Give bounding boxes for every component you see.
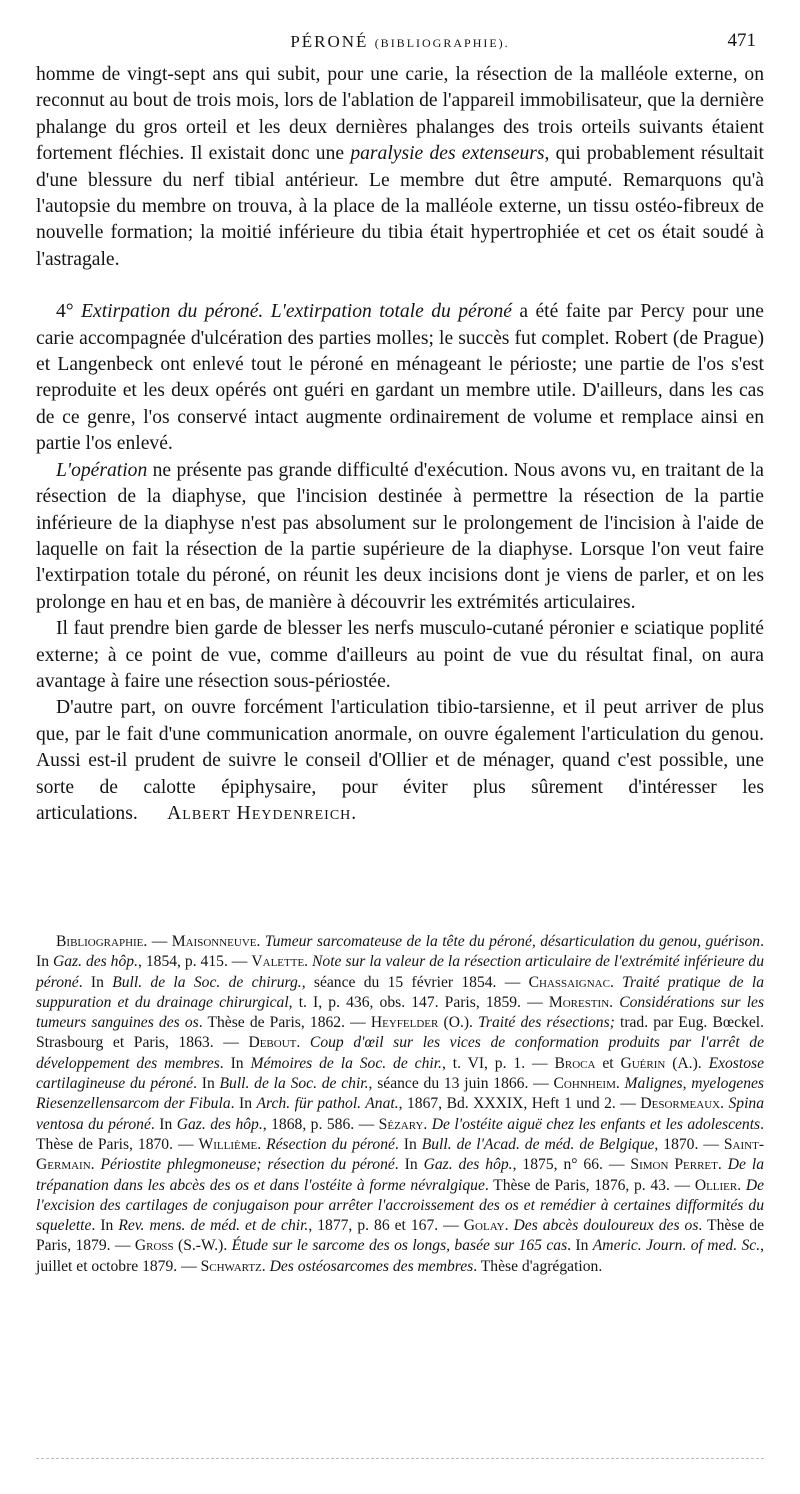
biblio-title: Spina ventosa du péroné xyxy=(36,1095,765,1133)
biblio-text: . In xyxy=(91,1217,119,1235)
biblio-title: Gaz. des hôp. xyxy=(423,1156,513,1174)
biblio-text: , juillet et octobre 1879. — xyxy=(36,1237,765,1275)
running-title-main: PÉRONÉ xyxy=(290,32,369,51)
biblio-text: . xyxy=(609,993,620,1011)
biblio-author: Morestin xyxy=(548,993,610,1011)
biblio-text: , 1868, p. 586. — xyxy=(262,1115,379,1133)
biblio-title: De l'excision des cartilages de conjugaison pour arrêter l'accroissement des os et remédier à certaines difformités du squelette xyxy=(36,1176,764,1235)
biblio-text: . xyxy=(304,953,313,971)
biblio-text: (A.). xyxy=(665,1054,709,1072)
biblio-text: . Thèse de Paris, 1879. — xyxy=(36,1217,765,1255)
biblio-author: Cohnheim xyxy=(553,1075,616,1093)
bibliography-paragraph xyxy=(36,932,764,1277)
biblio-title: Périostite phlegmoneuse; résection du péroné xyxy=(100,1156,395,1174)
biblio-text: . xyxy=(257,1135,267,1153)
biblio-text: . xyxy=(609,973,623,991)
biblio-text: , séance du 15 février 1854. — xyxy=(301,973,529,991)
biblio-text: , 1875, n° 66. — xyxy=(512,1156,631,1174)
biblio-text: , 1854, p. 415. — xyxy=(137,953,252,971)
biblio-text: . xyxy=(90,1156,101,1174)
biblio-author: Ollier xyxy=(694,1176,738,1194)
biblio-text: . In xyxy=(567,1237,593,1255)
biblio-author: Gross xyxy=(134,1237,174,1255)
biblio-title: Bull. de la Soc. de chir. xyxy=(219,1075,369,1093)
biblio-title: Coup d'œil sur les vices de conformation produits par l'arrêt de développement des membres xyxy=(36,1034,764,1072)
biblio-author: Guérin xyxy=(620,1054,666,1072)
biblio-author: Willième xyxy=(198,1135,258,1153)
biblio-text: . xyxy=(423,1115,432,1133)
running-title xyxy=(36,32,764,52)
biblio-text: (O.). xyxy=(438,1014,479,1032)
biblio-text: , 1877, p. 86 et 167. — xyxy=(308,1217,464,1235)
body-text xyxy=(36,62,764,827)
biblio-title: Considérations sur les tumeurs sanguines des os xyxy=(36,993,765,1032)
section-number: 4° xyxy=(56,301,82,323)
biblio-text: trad. par Eug. Bœckel. Strasbourg et Paris, 1863. — xyxy=(36,1014,764,1052)
biblio-text: . xyxy=(737,1176,746,1194)
biblio-title: Tumeur sarcomateuse de la tête du péroné, désarticulation du genou, guérison xyxy=(264,933,761,950)
biblio-author: Debout xyxy=(248,1034,297,1052)
biblio-text: , t. I, p. 436, obs. 147. Paris, 1859. — xyxy=(288,993,549,1011)
paragraph-1: homme de vingt-sept ans qui subit, pour une carie, la résection de la malléole externe, on reconnut au bout de trois mois, lors de l'ablation de l'appareil immobilisateur, que la dernière phalange du gros orteil et les deux dernières phalanges des trois orteils suivants étaient fortement fléchies. Il existait donc une paralysie des extenseurs, qui probablement résultait d'une blessure du nerf tibial antérieur. Le membre dut être amputé. Remarquons qu'à l'autopsie du membre on trouva, à la place de la malléole externe, un tissu ostéo-fibreux de nouvelle formation; la moitié inférieure du tibia était hypertrophiée et cet os était soudé à l'astragale. xyxy=(36,64,764,270)
biblio-text: . In xyxy=(394,1135,422,1153)
biblio-author: Golay xyxy=(463,1217,505,1235)
biblio-title: Mémoires de la Soc. de chir. xyxy=(250,1054,442,1072)
biblio-text: , séance du 13 juin 1866. — xyxy=(368,1075,554,1093)
biblio-text: . xyxy=(717,1156,728,1174)
biblio-title: Étude sur le sarcome des os longs, basée sur 165 cas xyxy=(231,1237,568,1255)
biblio-author: Maisonneuve xyxy=(171,933,257,950)
biblio-text: . Thèse d'agrégation. xyxy=(473,1257,603,1275)
biblio-text: , 1870. — xyxy=(654,1135,724,1153)
biblio-title: Des abcès douloureux des os xyxy=(513,1217,699,1235)
biblio-text: (S.-W.). xyxy=(173,1237,232,1255)
biblio-author: Broca xyxy=(554,1054,596,1072)
biblio-author: Desormeaux xyxy=(640,1095,721,1113)
biblio-text: . In xyxy=(150,1115,177,1133)
biblio-title: Rev. mens. de méd. et de chir. xyxy=(118,1217,309,1235)
biblio-text: . xyxy=(256,933,265,950)
biblio-title: Gaz. des hôp. xyxy=(176,1115,263,1133)
biblio-author: Schwartz xyxy=(200,1257,262,1275)
footer-rule xyxy=(36,1458,764,1460)
biblio-title: Note sur la valeur de la résection articulaire de l'extrémité inférieure du péroné xyxy=(36,953,764,991)
biblio-text: . In xyxy=(394,1156,424,1174)
biblio-title: Malignes, myelogenes Riesenzellensarcom der Fibula xyxy=(36,1075,764,1113)
biblio-title: De la trépanation dans les abcès des os et dans l'ostéite à forme névralgique xyxy=(36,1156,764,1194)
biblio-text: . In xyxy=(193,1075,220,1093)
biblio-title: Traité des résections; xyxy=(478,1014,615,1032)
section-heading: Extirpation du péroné. xyxy=(81,301,264,323)
biblio-text: , 1867, Bd. XXXIX, Heft 1 und 2. — xyxy=(398,1095,641,1113)
paragraph-articulation: D'autre part, on ouvre forcément l'articulation tibio-tarsienne, et il peut arriver de plus que, par le fait d'une communication anormale, on ouvre également l'articulation du genou. Aussi est-il prudent de suivre le conseil d'Ollier et de ménager, quand c'est possible, une sorte de calotte épiphysaire, pour éviter plus sûrement d'intéresser les articulations. Albert Heydenreich. xyxy=(36,697,764,824)
biblio-text: — xyxy=(147,933,172,950)
biblio-text: . Thèse de Paris, 1862. — xyxy=(198,1014,371,1032)
paragraph-operation: L'opération ne présente pas grande difficulté d'exécution. Nous avons vu, en traitant de la résection de la diaphyse, que l'incision destinée à permettre la résection de la partie inférieure de la diaphyse n'est pas absolument sur le prolongement de l'incision à l'aide de laquelle on fait la résection de la partie supérieure de la diaphyse. Lorsque l'on veut faire l'extirpation totale du péroné, on réunit les deux incisions dont je viens de parler, et on les prolonge en hau et en bas, de manière à découvrir les extrémités articulaires. xyxy=(36,459,764,613)
biblio-text: . In xyxy=(36,933,765,971)
biblio-title: Bull. de l'Acad. de méd. de Belgique xyxy=(421,1135,655,1153)
biblio-title: Exostose cartilagineuse du péroné xyxy=(36,1054,764,1093)
biblio-author: Heyfelder xyxy=(370,1014,439,1032)
bibliography xyxy=(36,932,764,1277)
page-number: 471 xyxy=(727,30,756,51)
biblio-title: De l'ostéite aiguë chez les enfants et les adolescents xyxy=(431,1115,761,1133)
biblio-title: Résection du péroné xyxy=(266,1135,395,1153)
biblio-text: . xyxy=(296,1034,310,1052)
biblio-title: Gaz. des hôp. xyxy=(52,953,138,971)
paragraph-nerves: Il faut prendre bien garde de blesser les nerfs musculo-cutané péronier e sciatique poplité externe; à ce point de vue, comme d'ailleurs au point de vue du résultat final, on aura avantage à faire une résection sous-périostée. xyxy=(36,618,764,692)
biblio-title: Arch. für pathol. Anat. xyxy=(256,1095,399,1113)
biblio-text: . xyxy=(504,1217,514,1235)
paragraph-extirpation: 4° Extirpation du péroné. L'extirpation totale du péroné a été faite par Percy pour une carie accompagnée d'ulcération des parties molles; le succès fut complet. Robert (de Prague) et Langenbeck ont enlevé tout le péroné en ménageant le périoste; une partie de l'os s'est reproduite et les deux opérés ont guéri en gardant un membre utile. D'ailleurs, dans les cas de ce genre, l'os conservé intact augmente ordinairement de volume et remplace ainsi en partie l'os enlevé. xyxy=(36,301,764,455)
biblio-title: Traité pratique de la suppuration et du drainage chirurgical xyxy=(36,973,765,1011)
biblio-title: Americ. Journ. of med. Sc. xyxy=(592,1237,761,1255)
biblio-title: Bull. de la Soc. de chirurg. xyxy=(112,973,302,991)
biblio-text: . xyxy=(615,1075,625,1093)
biblio-text: . Thèse de Paris, 1870. — xyxy=(36,1115,765,1153)
biblio-text: . In xyxy=(219,1054,251,1072)
biblio-author: Chassaignac xyxy=(528,973,610,991)
biblio-author: Saint-Germain xyxy=(36,1135,765,1174)
biblio-text: et xyxy=(595,1054,621,1072)
biblio-title: Des ostéosarcomes des membres xyxy=(269,1257,474,1275)
biblio-text: . Thèse de Paris, 1876, p. 43. — xyxy=(484,1176,695,1194)
author-signature: Albert Heydenreich. xyxy=(167,802,358,824)
running-title-sub: (BIBLIOGRAPHIE). xyxy=(374,36,510,50)
biblio-author: Sézary xyxy=(378,1115,424,1133)
biblio-text: , t. VI, p. 1. — xyxy=(441,1054,555,1072)
biblio-text: . In xyxy=(78,973,113,991)
biblio-text: . xyxy=(720,1095,729,1113)
biblio-text: . In xyxy=(230,1095,257,1113)
biblio-author: Valette xyxy=(251,953,305,971)
biblio-author: Simon Perret xyxy=(630,1156,718,1174)
running-head xyxy=(36,30,764,56)
biblio-text: . xyxy=(261,1257,270,1275)
biblio-author: Bibliographie. xyxy=(56,933,148,950)
